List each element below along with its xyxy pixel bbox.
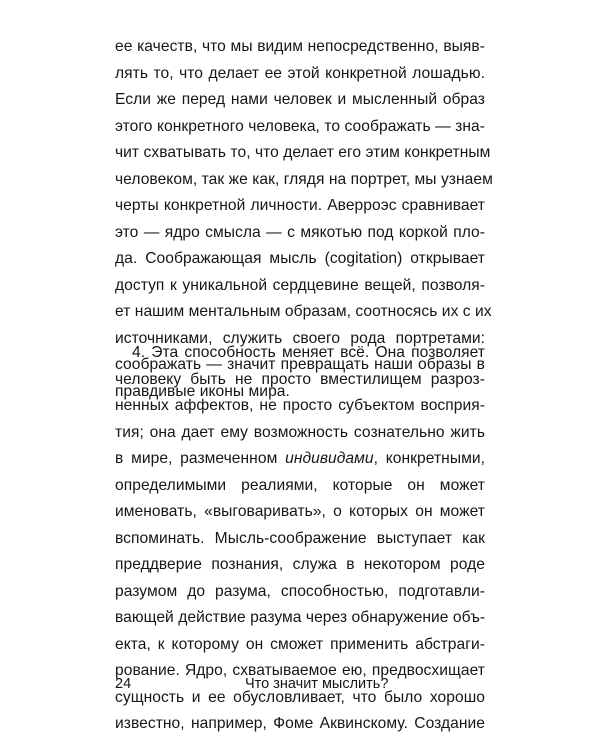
text-line: источниками, служить своего рода портретами: bbox=[115, 329, 485, 347]
text-line: ее качеств, что мы видим непосредственно, выяв- bbox=[115, 38, 485, 55]
text-line: да. Соображающая мысль (cogitation) открывает bbox=[115, 250, 485, 267]
text-line: известно, например, Фоме Аквинскому. Создание bbox=[115, 715, 485, 732]
text-line: человеком, так же как, глядя на портрет, мы узнаем bbox=[115, 170, 493, 188]
text-line: соображать — значит превращать наши образы в bbox=[115, 356, 485, 373]
text-line: доступ к уникальной сердцевине вещей, позволя- bbox=[115, 276, 485, 294]
text-run: в мире, размеченном bbox=[115, 450, 286, 467]
text-line: правдивые иконы мира. bbox=[115, 382, 290, 400]
text-line: преддверие познания, служа в некотором роде bbox=[115, 556, 485, 573]
text-line: рование. Ядро, схватываемое ею, предвосхищает bbox=[115, 662, 485, 679]
emphasis-text: индивидами bbox=[285, 450, 374, 467]
text-line: лять то, что делает ее этой конкретной лошадью. bbox=[115, 64, 485, 82]
text-line: ет нашим ментальным образам, соотносясь их с их bbox=[115, 303, 492, 320]
page-footer bbox=[115, 672, 485, 696]
text-line: вающей действие разума через обнаружение объ- bbox=[115, 609, 486, 626]
text-line: чит схватывать то, что делает его этим конкретным bbox=[115, 144, 491, 161]
text-line: ненных аффектов, не просто субъектом восприя- bbox=[115, 397, 485, 414]
text-line: черты конкретной личности. Аверроэс сравнивает bbox=[115, 197, 485, 214]
text-line: именовать, «выговаривать», о которых он может bbox=[115, 503, 485, 520]
text-line: сущность и ее обусловливает, что было хорошо bbox=[115, 688, 485, 706]
text-line: екта, к которому он сможет применить абстраги- bbox=[115, 635, 485, 653]
text-line: тия; она дает ему возможность сознательно жить bbox=[115, 423, 485, 441]
text-line bbox=[115, 446, 485, 473]
text-line: человеку быть не просто вместилищем разроз- bbox=[115, 370, 485, 388]
text-line: вспоминать. Мысль-соображение выступает как bbox=[115, 529, 485, 547]
text-line: разумом до разума, способностью, подготавли- bbox=[115, 582, 485, 600]
text-line: определимыми реалиями, которые он может bbox=[115, 476, 485, 494]
running-head: Что значит мыслить? bbox=[245, 676, 389, 692]
page-number: 24 bbox=[115, 676, 132, 692]
text-line: этого конкретного человека, то соображать — зна- bbox=[115, 117, 485, 135]
text-line: это — ядро смысла — с мякотью под коркой пло- bbox=[115, 223, 485, 241]
text-run: , конкретными, bbox=[373, 450, 485, 467]
text-line: 4. Эта способность меняет всё. Она позволяет bbox=[132, 344, 485, 361]
text-line: Если же перед нами человек и мысленный образ bbox=[115, 91, 485, 108]
